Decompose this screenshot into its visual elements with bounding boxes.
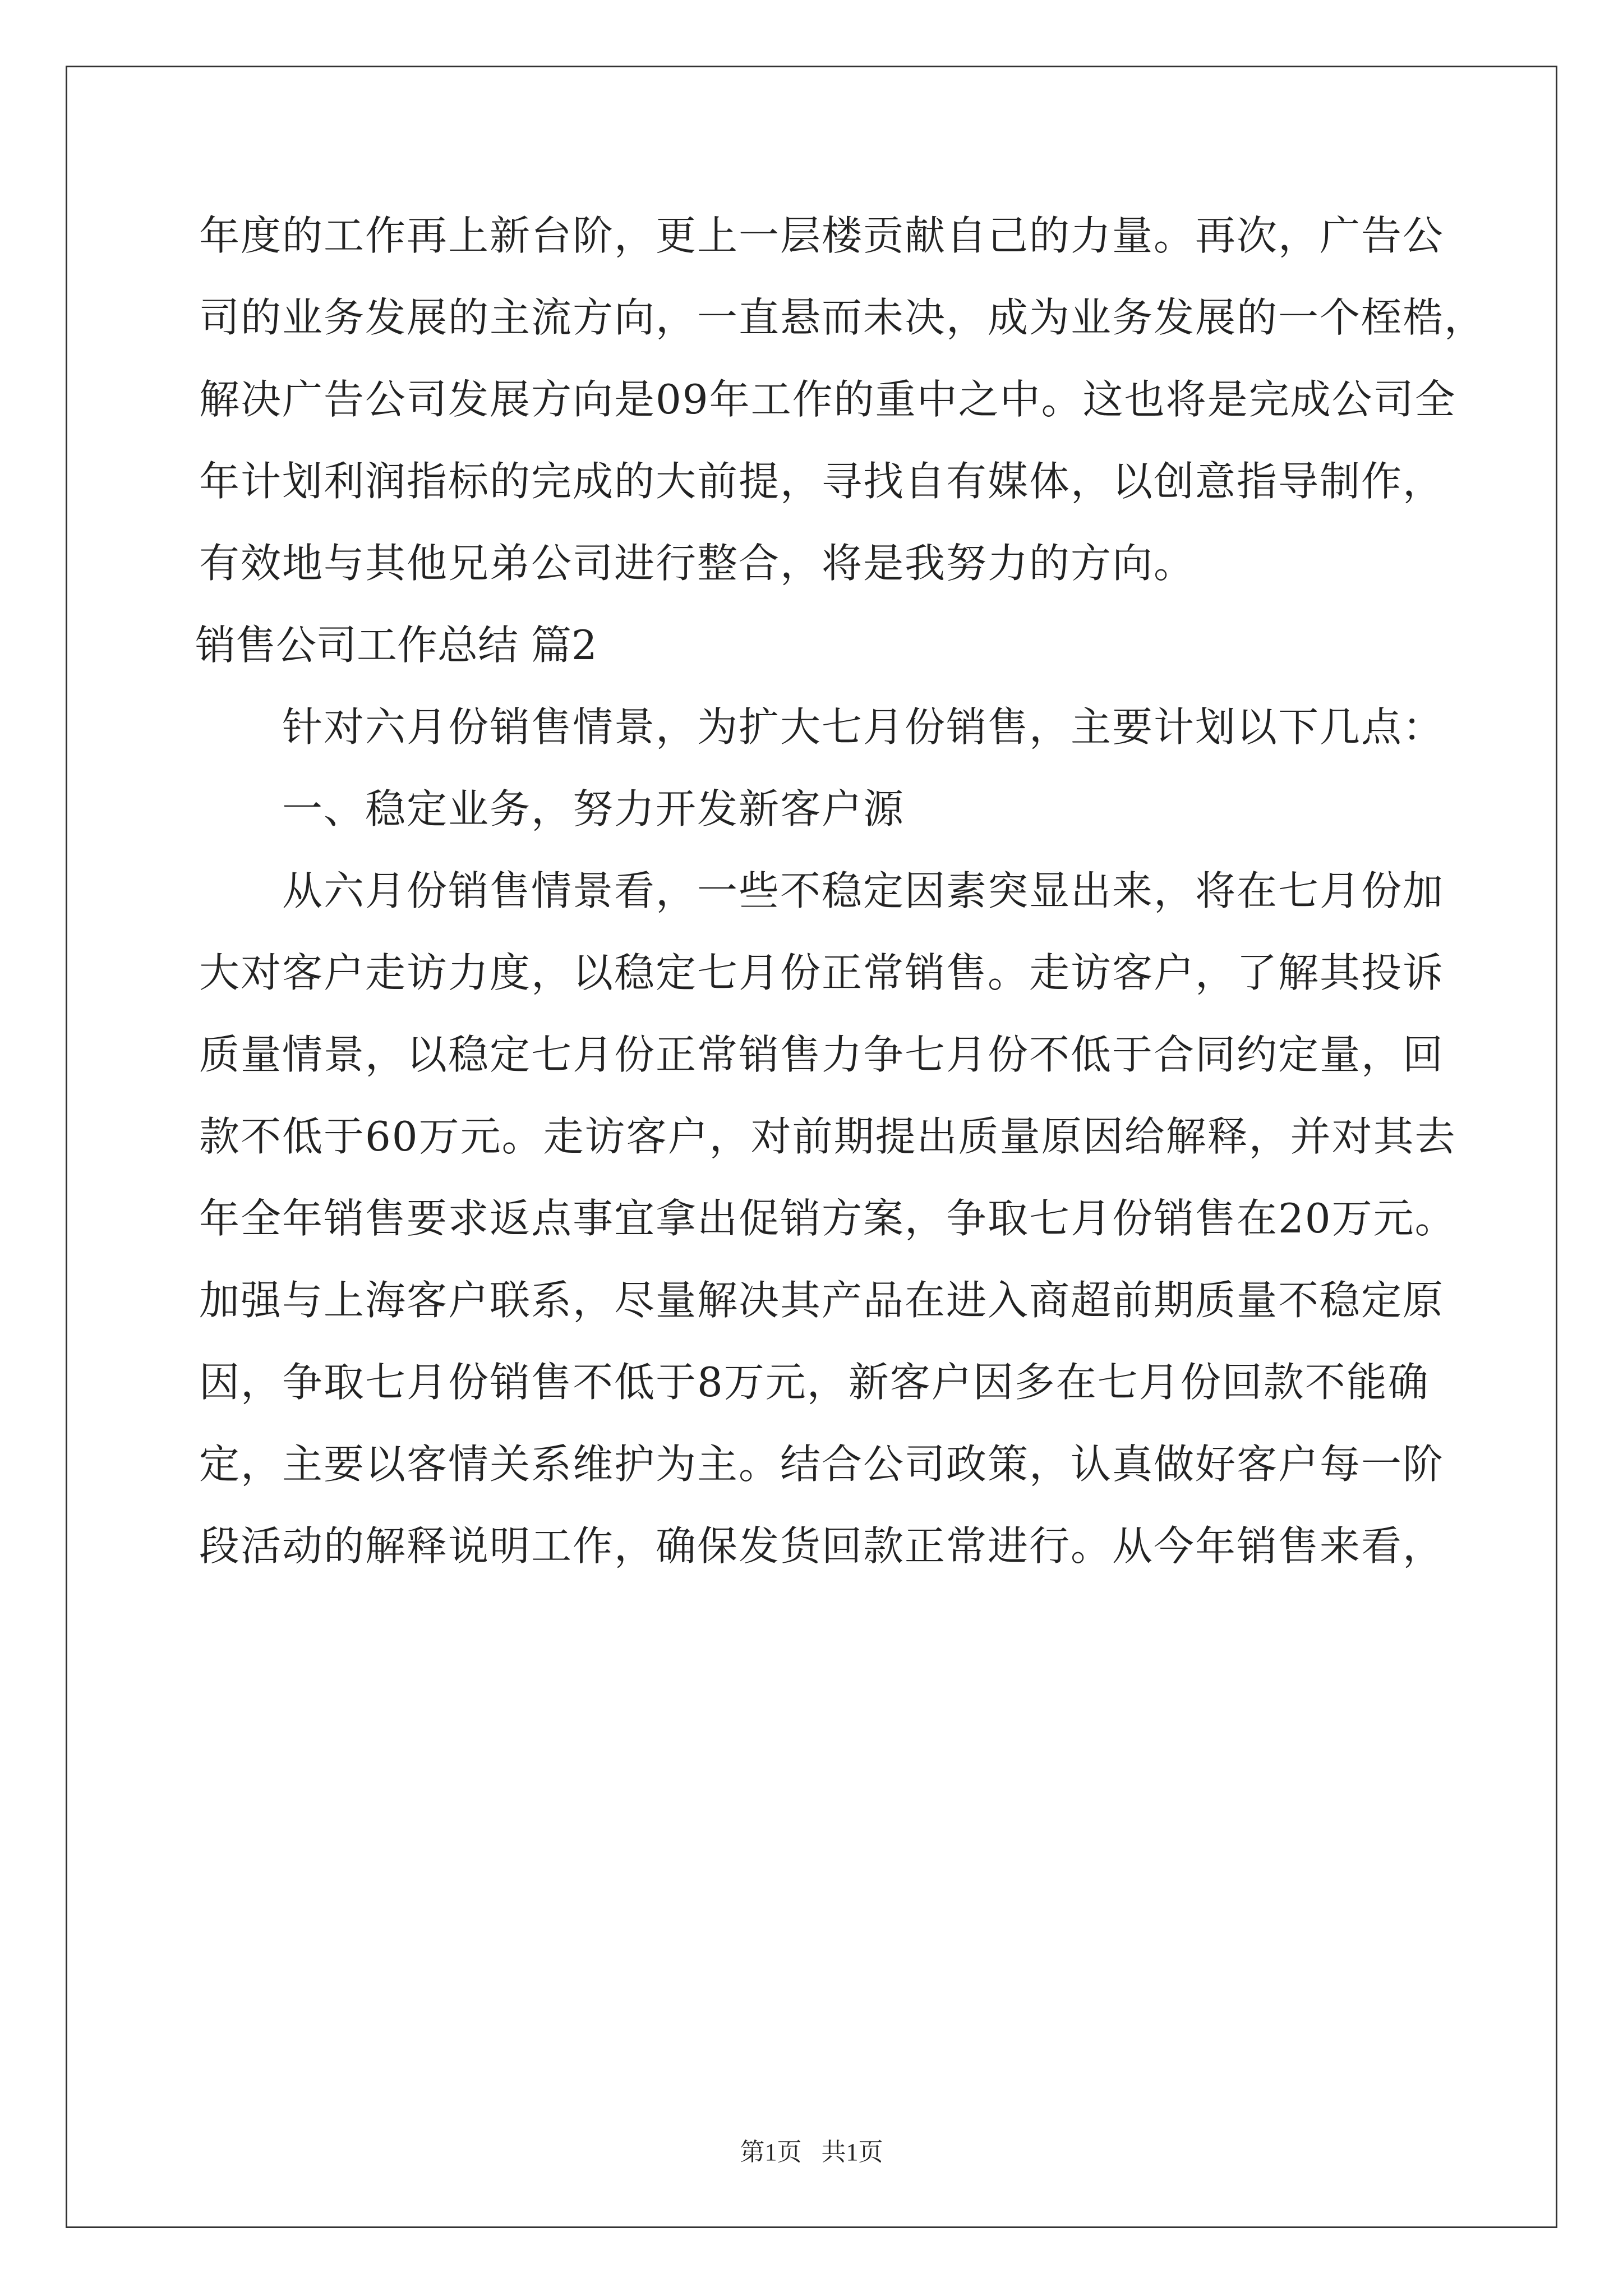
total-pages: 共1页 xyxy=(821,2138,883,2166)
paragraph-line: 针对六月份销售情景，为扩大七月份销售，主要计划以下几点： xyxy=(282,703,1445,751)
paragraph-line: 大对客户走访力度，以稳定七月份正常销售。走访客户，了解其投诉 xyxy=(199,949,1445,996)
paragraph-line: 解决广告公司发展方向是09年工作的重中之中。这也将是完成公司全 xyxy=(199,376,1456,423)
paragraph-line: 质量情景，以稳定七月份正常销售力争七月份不低于合同约定量，回 xyxy=(199,1031,1445,1078)
paragraph-line: 款不低于60万元。走访客户，对前期提出质量原因给解释，并对其去 xyxy=(199,1113,1456,1160)
paragraph-line: 因，争取七月份销售不低于8万元，新客户因多在七月份回款不能确 xyxy=(199,1359,1430,1406)
paragraph-line: 定，主要以客情关系维护为主。结合公司政策，认真做好客户每一阶 xyxy=(199,1441,1445,1488)
paragraph-line: 年全年销售要求返点事宜拿出促销方案，争取七月份销售在20万元。 xyxy=(199,1195,1456,1242)
paragraph-line: 司的业务发展的主流方向，一直悬而未决，成为业务发展的一个桎梏， xyxy=(199,294,1486,341)
paragraph-line: 年计划利润指标的完成的大前提，寻找自有媒体，以创意指导制作， xyxy=(199,458,1445,505)
paragraph-line: 段活动的解释说明工作，确保发货回款正常进行。从今年销售来看， xyxy=(199,1522,1445,1570)
section-heading: 销售公司工作总结 篇2 xyxy=(195,622,597,669)
page-number: 第1页 xyxy=(740,2138,802,2166)
page-footer xyxy=(0,2132,1623,2168)
subheading: 一、稳定业务，努力开发新客户源 xyxy=(282,785,905,832)
paragraph-line: 有效地与其他兄弟公司进行整合，将是我努力的方向。 xyxy=(199,540,1196,587)
paragraph-line: 从六月份销售情景看，一些不稳定因素突显出来，将在七月份加 xyxy=(282,867,1445,914)
paragraph-line: 加强与上海客户联系，尽量解决其产品在进入商超前期质量不稳定原 xyxy=(199,1277,1445,1324)
paragraph-line: 年度的工作再上新台阶，更上一层楼贡献自己的力量。再次，广告公 xyxy=(199,212,1445,259)
